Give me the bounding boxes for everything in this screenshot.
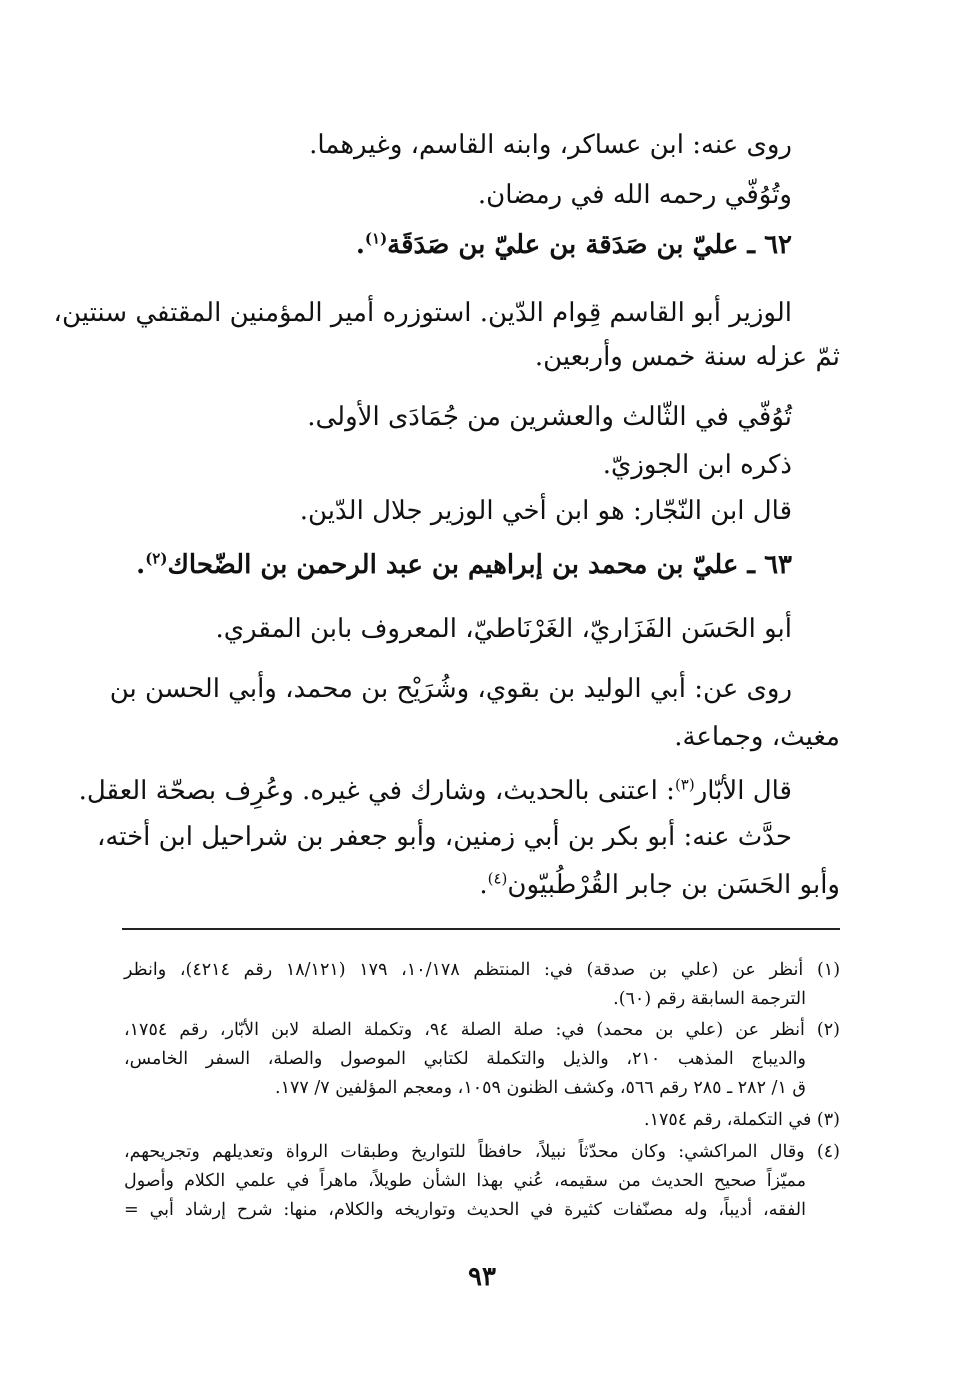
footnote-4-line-3: الفقه، أديباً، وله مصنّفات كثيرة في الحديث وتواريخه والكلام، منها: شرح إرشاد أبي = bbox=[124, 1200, 806, 1220]
abbar-label: قال الأبّار bbox=[694, 776, 792, 806]
entry-63-students-line-2: وأبو الحَسَن بن جابر القُرْطُبيّون$^{(٤)}$. bbox=[479, 869, 840, 900]
entry-62-title: ٦٢ ـ عليّ بن صَدَقة بن عليّ بن صَدَقَة bbox=[387, 230, 792, 260]
narrators-line: روى عنه: ابن عساكر، وابنه القاسم، وغيرهما. bbox=[309, 130, 792, 160]
footnote-1-line-2: الترجمة السابقة رقم (٦٠). bbox=[613, 989, 806, 1009]
entry-63-students-line-1: حدَّث عنه: أبو بكر بن أبي زمنين، وأبو جعفر بن شراحيل ابن أخته، bbox=[96, 822, 792, 852]
abbar-text: : اعتنى بالحديث، وشارك في غيره. وعُرِف بصحّة العقل. bbox=[78, 776, 675, 806]
entry-62-bio-line-1: الوزير أبو القاسم قِوام الدّين. استوزره أمير المؤمنين المقتفي سنتين، bbox=[53, 298, 792, 328]
death-line: وتُوُفّي رحمه الله في رمضان. bbox=[477, 180, 792, 210]
footnote-2-line-2: والديباج المذهب ٢١٠، والذيل والتكملة لكتابي الموصول والصلة، السفر الخامس، bbox=[124, 1049, 806, 1069]
entry-62-bio-line-2: ثمّ عزله سنة خمس وأربعين. bbox=[534, 342, 840, 372]
footnote-ref-3: (٣) bbox=[674, 775, 695, 794]
footnote-ref-1: (١) bbox=[364, 229, 388, 248]
entry-63-narrated-line-2: مغيث، وجماعة. bbox=[674, 722, 840, 752]
footnote-ref-4: (٤) bbox=[487, 869, 508, 888]
entry-62-quote: قال ابن النّجّار: هو ابن أخي الوزير جلال الدّين. bbox=[299, 496, 792, 526]
footnote-3: (٣) في التكملة، رقم ١٧٥٤. bbox=[644, 1110, 840, 1130]
footnote-4-line-2: مميّزاً صحيح الحديث من سقيمه، عُني بهذا الشأن طويلاً، ماهراً في علمي الكلام وأصول bbox=[124, 1171, 806, 1191]
footnote-separator bbox=[122, 928, 840, 930]
entry-63-abbar-quote bbox=[78, 774, 792, 808]
entry-62-heading: ٦٢ ـ عليّ بن صَدَقة بن عليّ بن صَدَقَة$^{(١)}$. bbox=[355, 229, 792, 260]
footnote-2-line-3: ق ١/ ٢٨٢ ـ ٢٨٥ رقم ٥٦٦، وكشف الظنون ١٠٥٩، ومعجم المؤلفين ٧/ ١٧٧. bbox=[274, 1078, 806, 1098]
entry-63-nisba: أبو الحَسَن الفَزَاريّ، الغَرْنَاطيّ، المعروف بابن المقري. bbox=[215, 614, 792, 644]
page-number: ٩٣ bbox=[468, 1262, 496, 1292]
entry-62-source: ذكره ابن الجوزيّ. bbox=[602, 450, 792, 480]
entry-63-narrated-line-1: روى عن: أبي الوليد بن بقوي، وشُرَيْح بن محمد، وأبي الحسن بن bbox=[109, 674, 792, 704]
footnote-2-line-1: (٢) أنظر عن (علي بن محمد) في: صلة الصلة ٩٤، وتكملة الصلة لابن الأبّار، رقم ١٧٥٤، bbox=[124, 1020, 840, 1040]
entry-62-death: تُوُفّي في الثّالث والعشرين من جُمَادَى الأولى. bbox=[307, 402, 792, 432]
footnote-1-line-1: (١) أنظر عن (علي بن صدقة) في: المنتظم ١٠/١٧٨، ١٧٩ (١٨/١٢١ رقم ٤٢١٤)، وانظر bbox=[124, 960, 841, 980]
entry-63-heading: ٦٣ ـ عليّ بن محمد بن إبراهيم بن عبد الرحمن بن الضّحاك$^{(٢)}$. bbox=[136, 549, 792, 580]
footnote-ref-2: (٢) bbox=[145, 549, 168, 568]
entry-63-title: ٦٣ ـ عليّ بن محمد بن إبراهيم بن عبد الرحمن بن الضّحاك bbox=[167, 550, 792, 580]
footnote-4-line-1: (٤) وقال المراكشي: وكان محدّثاً نبيلاً، حافظاً للتواريخ وطبقات الرواة وتعديلهم وتجريحهم، bbox=[124, 1142, 840, 1162]
